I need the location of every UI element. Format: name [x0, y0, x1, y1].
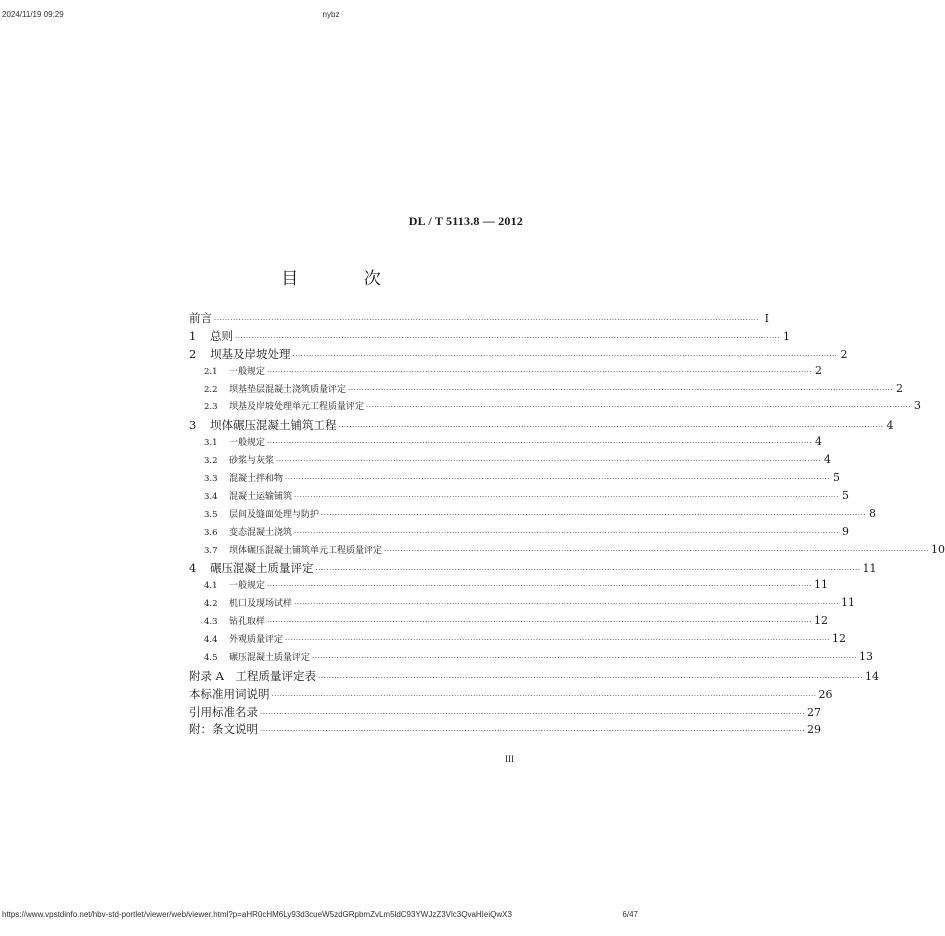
toc-entry-text: 层间及缝面处理与防护 — [229, 509, 320, 520]
print-page-count: 6/47 — [622, 910, 638, 919]
toc-leader-dots: ········································································································································································································ — [292, 351, 838, 360]
toc-entry-text: 本标准用词说明 — [189, 686, 270, 701]
toc-leader-dots: ········································································································································································································ — [285, 475, 831, 484]
toc-entry-number: 2.1 — [204, 366, 218, 377]
toc-entry-page: 29 — [807, 723, 822, 737]
toc-entry — [189, 704, 822, 722]
toc-entry-text: 引用标准名录 — [189, 704, 258, 719]
toc-entry-page: 13 — [859, 649, 874, 663]
print-url: https://www.vpstdinfo.net/hbv-std-portlet/viewer/web/viewer.html?p=aHR0cHM6Ly93d3cueW5zdGRpbmZvLm5ldC93YWJzZ3Vlc3QvaHIeiQwX3 — [2, 910, 512, 919]
toc-entry — [189, 649, 874, 668]
toc-entry-label — [204, 543, 382, 556]
toc-entry-label — [189, 704, 258, 720]
toc-entry-page: 9 — [842, 524, 850, 538]
toc-entry-label — [204, 453, 274, 466]
toc-leader-dots: ········································································································································································································ — [366, 403, 912, 412]
toc-entry-label — [189, 346, 291, 362]
browser-print-footer — [0, 910, 662, 926]
toc-entry — [189, 721, 822, 739]
toc-entry-number: 4 — [189, 561, 197, 576]
toc-entry — [189, 399, 922, 417]
toc-leader-dots: ········································································································································································································ — [276, 457, 822, 466]
toc-entry — [189, 614, 829, 632]
toc-leader-dots: ········································································································································································································ — [235, 333, 781, 342]
toc-leader-dots: ········································································································································································································ — [312, 653, 858, 662]
toc-entry — [189, 596, 856, 614]
toc-leader-dots: ········································································································································································································ — [285, 636, 831, 645]
toc-entry — [189, 488, 850, 507]
print-timestamp: 2024/11/19 09:29 — [2, 10, 64, 19]
toc-entry-number: 4.3 — [204, 617, 218, 628]
toc-entry-text: 碾压混凝土质量评定 — [210, 561, 314, 576]
toc-leader-dots: ········································································································································································································ — [271, 691, 817, 700]
toc-entry-label — [204, 614, 265, 627]
toc-entry-label — [204, 471, 283, 484]
toc-entry-number: 2.3 — [204, 402, 218, 413]
toc-entry-number: 3.3 — [204, 474, 218, 485]
table-of-contents — [189, 310, 945, 739]
toc-entry-label — [204, 632, 283, 645]
toc-entry-page: 4 — [824, 453, 832, 467]
toc-entry-page: 4 — [815, 435, 823, 449]
toc-leader-dots: ········································································································································································································ — [317, 673, 863, 682]
toc-entry — [189, 435, 823, 453]
page-number-roman: III — [505, 754, 514, 764]
toc-entry-label — [204, 525, 292, 538]
toc-leader-dots: ········································································································································································································ — [267, 618, 813, 627]
toc-entry-page: 2 — [815, 363, 823, 377]
toc-entry-text: 一般规定 — [229, 438, 266, 449]
toc-leader-dots: ········································································································································································································ — [294, 600, 840, 609]
toc-entry-page: 11 — [862, 562, 877, 576]
toc-entry-text: 外观质量评定 — [229, 635, 284, 646]
toc-entry-text: 混凝土拌和物 — [229, 474, 284, 485]
toc-entry-text: 混凝土运输铺筑 — [229, 491, 293, 502]
toc-entry — [189, 560, 877, 578]
toc-entry-text: 坝体碾压混凝土铺筑单元工程质量评定 — [229, 545, 383, 556]
toc-entry-page: 11 — [841, 596, 856, 610]
toc-entry-label — [189, 328, 233, 344]
toc-entry-number: 2.2 — [204, 384, 218, 395]
toc-entry-text: 附：条文说明 — [189, 722, 258, 737]
toc-entry-text: 附录 A 工程质量评定表 — [189, 668, 316, 683]
toc-entry-page: 26 — [818, 687, 833, 701]
toc-entry-number: 4.4 — [204, 635, 218, 646]
toc-entry-number: 3.2 — [204, 456, 218, 467]
toc-entry-label — [204, 578, 265, 591]
toc-entry-label — [189, 310, 212, 326]
toc-entry-text: 坝基及岸坡处理单元工程质量评定 — [229, 402, 365, 413]
toc-entry-page: 27 — [807, 705, 822, 719]
toc-entry-label — [189, 686, 270, 702]
toc-entry-label — [204, 435, 265, 448]
standard-code: DL / T 5113.8 — 2012 — [408, 214, 523, 228]
toc-entry-page: 14 — [865, 669, 879, 683]
toc-entry-text: 总则 — [210, 328, 233, 343]
toc-entry-page: 8 — [869, 506, 877, 520]
toc-entry-text: 钻孔取样 — [229, 617, 266, 628]
toc-entry-label — [204, 650, 310, 663]
print-tab-title: nybz — [322, 10, 340, 19]
toc-entry — [189, 506, 877, 525]
toc-entry — [189, 542, 945, 561]
toc-entry — [189, 363, 823, 382]
toc-entry — [189, 381, 904, 400]
toc-leader-dots: ········································································································································································································ — [260, 709, 806, 718]
toc-entry-number: 2 — [189, 346, 197, 361]
toc-entry-text: 碾压混凝土质量评定 — [229, 652, 311, 663]
toc-leader-dots: ········································································································································································································ — [348, 385, 894, 394]
browser-print-header — [0, 0, 662, 22]
toc-entry-text: 机口及现场试样 — [229, 599, 293, 610]
toc-entry-page: 5 — [842, 488, 850, 502]
toc-entry — [189, 328, 791, 346]
toc-entry-page: 1 — [783, 329, 791, 343]
toc-entry-page: 5 — [833, 471, 841, 485]
toc-entry-page: 12 — [832, 632, 847, 646]
toc-leader-dots: ········································································································································································································ — [315, 566, 861, 575]
toc-entry-text: 砂浆与灰浆 — [229, 456, 275, 467]
toc-entry — [189, 686, 833, 704]
toc-entry-page: I — [764, 312, 770, 325]
toc-entry-label — [189, 417, 337, 433]
toc-entry-label — [204, 399, 364, 412]
toc-entry — [189, 346, 848, 364]
toc-leader-dots: ········································································································································································································ — [214, 316, 760, 324]
toc-entry-number: 3.4 — [204, 491, 218, 502]
toc-leader-dots: ········································································································································································································ — [321, 510, 867, 519]
toc-entry-text: 一般规定 — [229, 581, 266, 592]
toc-entry-text: 前言 — [189, 311, 212, 325]
toc-entry-label — [189, 560, 314, 576]
toc-entry-number: 4.2 — [204, 599, 218, 610]
toc-entry-number: 3.6 — [204, 527, 218, 538]
toc-entry-text: 坝基垫层混凝土浇筑质量评定 — [229, 384, 347, 395]
toc-leader-dots: ········································································································································································································ — [260, 727, 806, 736]
toc-entry-number: 3 — [189, 418, 197, 433]
toc-leader-dots: ········································································································································································································ — [267, 367, 813, 376]
toc-entry-label — [189, 721, 258, 737]
toc-entry-label — [204, 364, 265, 377]
toc-entry-page: 4 — [886, 419, 894, 433]
toc-entry — [189, 632, 847, 650]
toc-entry — [189, 417, 894, 435]
toc-entry-label — [204, 507, 319, 520]
toc-entry-number: 1 — [189, 328, 197, 343]
toc-entry-page: 12 — [814, 614, 829, 628]
toc-leader-dots: ········································································································································································································ — [338, 423, 884, 432]
toc-entry — [189, 524, 850, 543]
toc-entry-label — [189, 668, 316, 684]
toc-entry-number: 3.7 — [204, 545, 218, 556]
toc-entry-text: 坝基及岸坡处理 — [210, 346, 291, 361]
toc-entry-number: 3.1 — [204, 438, 218, 449]
toc-leader-dots: ········································································································································································································ — [294, 528, 840, 537]
toc-entry-number: 3.5 — [204, 509, 218, 520]
toc-entry-page: 10 — [931, 542, 945, 556]
toc-entry — [189, 578, 829, 596]
toc-entry-text: 坝体碾压混凝土铺筑工程 — [210, 418, 337, 433]
toc-entry-text: 一般规定 — [229, 366, 266, 377]
toc-leader-dots: ········································································································································································································ — [294, 492, 840, 501]
toc-entry-number: 4.1 — [204, 581, 218, 592]
toc-entry-text: 变态混凝土浇筑 — [229, 527, 293, 538]
toc-entry — [189, 310, 770, 328]
toc-entry — [189, 453, 832, 471]
toc-entry-label — [204, 382, 346, 395]
toc-entry — [189, 668, 879, 686]
toc-leader-dots: ········································································································································································································ — [267, 439, 813, 448]
toc-entry-page: 2 — [840, 347, 848, 361]
toc-entry-number: 4.5 — [204, 652, 218, 663]
toc-entry-page: 3 — [914, 399, 922, 413]
toc-leader-dots: ········································································································································································································ — [267, 582, 813, 591]
toc-entry-label — [204, 489, 292, 502]
toc-leader-dots: ········································································································································································································ — [384, 546, 930, 555]
toc-entry-page: 2 — [896, 381, 904, 395]
toc-entry-page: 11 — [814, 578, 829, 592]
toc-entry-label — [204, 596, 292, 609]
toc-entry — [189, 471, 841, 489]
toc-title: 目 次 — [281, 269, 411, 289]
